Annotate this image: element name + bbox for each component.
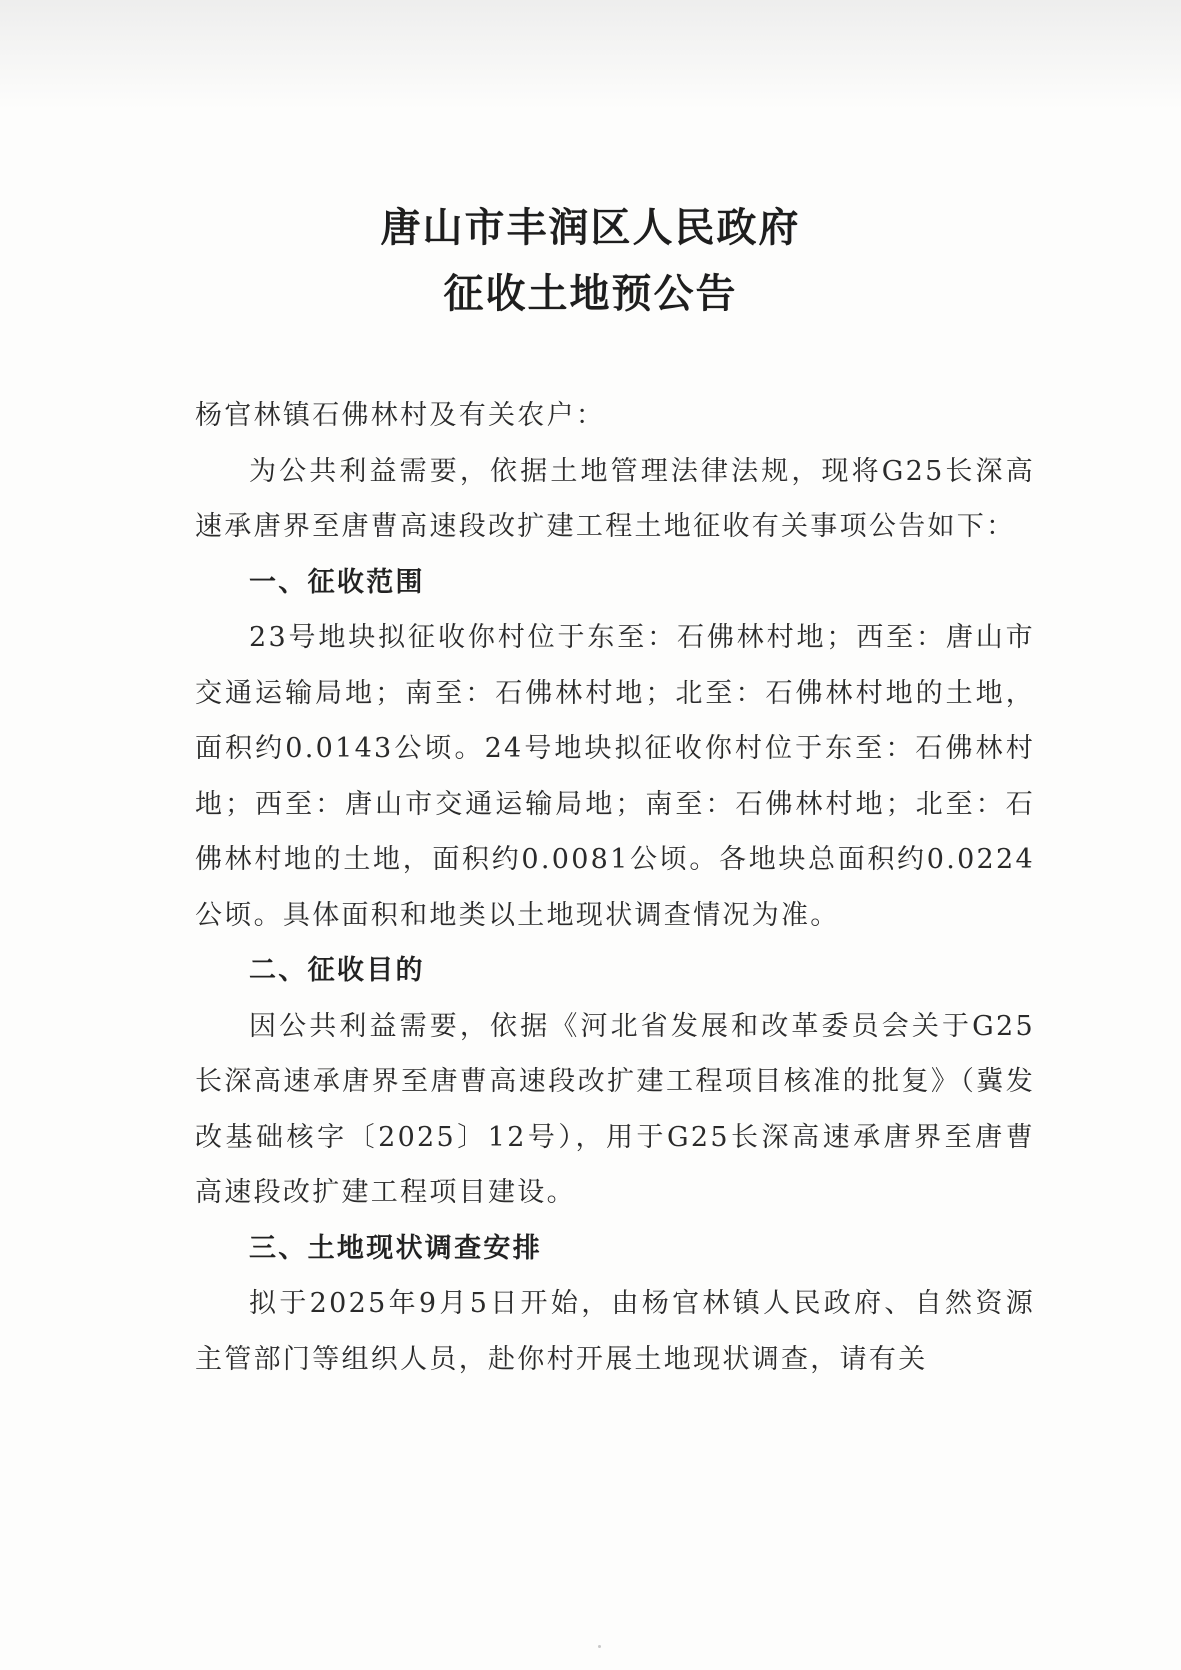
scan-shading — [0, 0, 1181, 110]
section-text-purpose: 因公共利益需要，依据《河北省发展和改革委员会关于G25长深高速承唐界至唐曹高速段改扩建工程项目核准的批复》（冀发改基础核字〔2025〕12号），用于G25长深高速承唐界至唐曹高速段改扩建工程项目建设。 — [195, 1010, 1035, 1208]
intro-paragraph: 为公共利益需要，依据土地管理法律法规，现将G25长深高速承唐界至唐曹高速段改扩建工程土地征收有关事项公告如下： — [195, 455, 1035, 542]
section-heading-survey: 三、土地现状调查安排 — [249, 1232, 542, 1264]
section-heading-scope: 一、征收范围 — [249, 566, 425, 598]
scan-speck — [598, 1645, 601, 1648]
addressee: 杨官林镇石佛林村及有关农户： — [195, 400, 606, 431]
section-heading-purpose: 二、征收目的 — [249, 955, 425, 986]
section-text-survey: 拟于2025年9月5日开始，由杨官林镇人民政府、自然资源主管部门等组织人员，赴你村开展土地现状调查，请有关 — [195, 1288, 1035, 1375]
document-title-line-2: 征收土地预公告 — [443, 271, 738, 317]
section-text-scope: 23号地块拟征收你村位于东至：石佛林村地；西至：唐山市交通运输局地；南至：石佛林村地；北至：石佛林村地的土地，面积约0.0143公顷。24号地块拟征收你村位于东至：石佛林村地；西至：唐山市交通运输局地；南至：石佛林村地；北至：石佛林村地的土地，面积约0.0081公顷。各地块总面积约0.0224公顷。具体面积和地类以土地现状调查情况为准。 — [195, 622, 1035, 931]
document-title-line-1: 唐山市丰润区人民政府 — [380, 205, 801, 251]
document-body — [195, 388, 1035, 1387]
